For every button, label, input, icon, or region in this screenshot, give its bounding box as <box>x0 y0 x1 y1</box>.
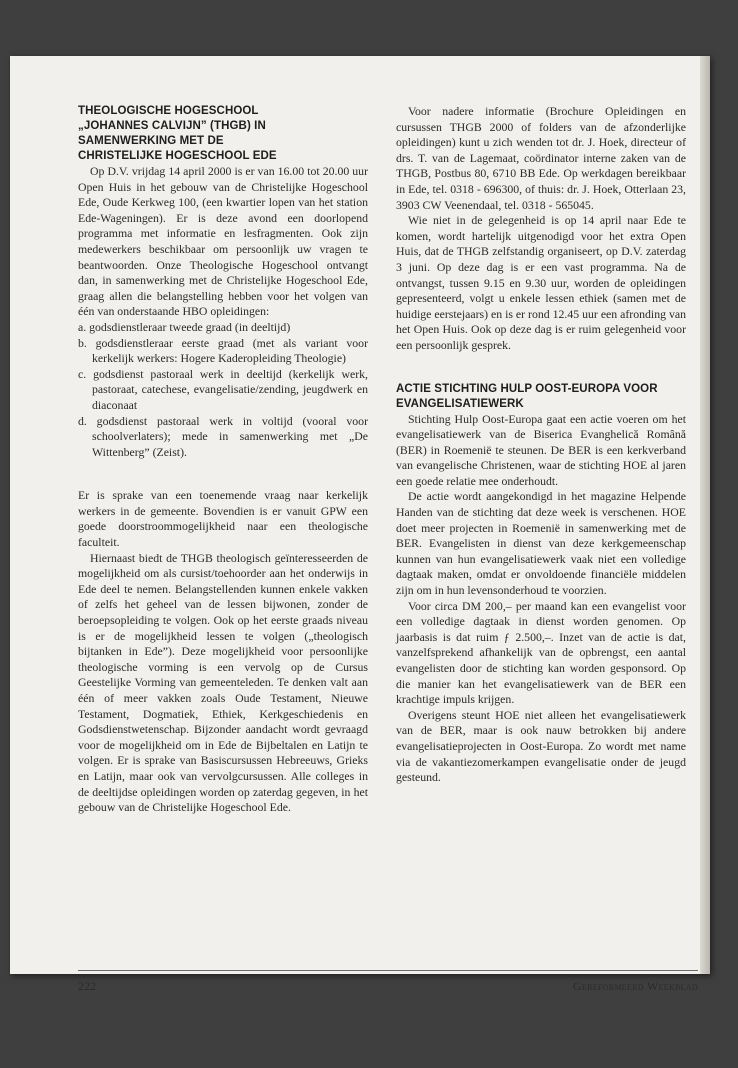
page-number: 222 <box>78 979 96 993</box>
page-spine <box>700 56 710 974</box>
list-item: c. godsdienst pastoraal werk in deeltijd (kerkelijk werk, pastoraat, catechese, evangelisatie/zending, jeugdwerk en diaconaat <box>78 366 368 412</box>
paragraph: Stichting Hulp Oost-Europa gaat een actie voeren om het evangelisatiewerk van de Biserica Evanghelică Română (BER) in Roemenië te steunen. De BER is een kerkverband van evangelische Christenen, waar de stichting HOE al jaren een goede relatie mee onderhoudt. <box>396 411 686 488</box>
list-item: d. godsdienst pastoraal werk in voltijd (vooral voor schoolverlaters); mede in samenwerking met „De Wittenberg” (Zeist). <box>78 413 368 459</box>
paragraph: Voor nadere informatie (Brochure Opleidingen en cursussen THGB 2000 of folders van de afzonderlijke opleidingen) kunt u zich wenden tot dr. J. Hoek, directeur of drs. T. van de Lagemaat, coördinator interne zaken van de THGB, Postbus 80, 6710 BB Ede. Op werkdagen bereikbaar in Ede, tel. 0318 - 696300, of thuis: dr. J. Hoek, Otterlaan 23, 3903 CW Veenendaal, tel. 0318 - 565045. <box>396 104 686 212</box>
heading-line: SAMENWERKING MET DE <box>78 135 224 147</box>
left-column <box>78 104 368 816</box>
heading-line: THEOLOGISCHE HOGESCHOOL <box>78 105 259 117</box>
paragraph: Wie niet in de gelegenheid is op 14 april naar Ede te komen, wordt hartelijk uitgenodigd voor het extra Open Huis, dat de THGB zelfstandig organiseert, op D.V. zaterdag 3 juni. Op deze dag is er een vast programma. Na de ontvangst, tussen 9.15 en 9.30 uur, worden de opleidingen gepresenteerd, volgt u enkele lessen ethiek (samen met de huidige eerstejaars) en is er rond 12.45 uur een afronding van het Open Huis. Ook op deze dag is er ruim gelegenheid voor een persoonlijk gesprek. <box>396 213 686 352</box>
publication-name: Gereformeerd Weekblad <box>572 979 698 993</box>
magazine-page <box>10 56 710 993</box>
intro-paragraph: Op D.V. vrijdag 14 april 2000 is er van 16.00 tot 20.00 uur Open Huis in het gebouw van de Christelijke Hogeschool Ede, Oude Kerkweg 100, (een kwartier lopen van het station Ede-Wageningen). Er is deze avond een doorlopend programma met informatie en lesfragmenten. Ook zijn medewerkers beschikbaar om persoonlijk uw vragen te beantwoorden. Onze Theologische Hogeschool ontvangt dan, in samenwerking met de Christelijke Hogeschool Ede, graag allen die belangstelling hebben voor het volgen van één van onderstaande HBO opleidingen: <box>78 164 368 319</box>
program-list <box>78 320 368 460</box>
article-heading-thgb <box>78 104 368 164</box>
article-heading-hoe <box>396 382 686 412</box>
heading-line: EVANGELISATIEWERK <box>396 397 524 410</box>
page-footer <box>78 970 698 994</box>
list-item: a. godsdienstleraar tweede graad (in deeltijd) <box>78 319 291 334</box>
heading-line: „JOHANNES CALVIJN” (THGB) IN <box>78 120 266 132</box>
paragraph: Voor circa DM 200,– per maand kan een evangelist voor een volledige dagtaak in dienst worden genomen. Op jaarbasis is dat ruim ƒ 2.500,–. Inzet van de actie is dat, vanzelfsprekend afhankelijk van de opbrengst, een aantal evangelisten door de stichting kan worden gesponsord. Op die manier kan het evangelisatiewerk van de BER een krachtige impuls krijgen. <box>396 598 686 707</box>
list-item: b. godsdienstleraar eerste graad (met als variant voor kerkelijk werkers: Hogere Kaderopleiding Theologie) <box>78 335 368 366</box>
paragraph: Hiernaast biedt de THGB theologisch geïnteresseerden de mogelijkheid om als cursist/toehoorder aan het onderwijs in Ede deel te nemen. Belangstellenden kunnen enkele vakken of zelfs het geheel van de lessen bijwonen, zonder de beroepsopleiding te volgen. Ook op het eerste graads niveau is er de mogelijkheid lessen te volgen („theologisch bijtanken in Ede”). Deze mogelijkheid voor persoonlijke theologische vorming is een vervolg op de Cursus Geestelijke Vorming van gemeenteleden. Te denken valt aan één of meer vakken zoals Oude Testament, Nieuwe Testament, Dogmatiek, Ethiek, Kerkgeschiedenis en Godsdienstwetenschap. Bijzonder aandacht wordt gevraagd voor de mogelijkheid om in Ede de Bijbeltalen en Latijn te volgen. Er is sprake van Basiscursussen Hebreeuws, Grieks en Latijn, maar ook van vervolgcursussen. Alle colleges in de deeltijdse opleidingen worden op zaterdag gegeven, in het gebouw van de Christelijke Hogeschool Ede. <box>78 550 368 815</box>
paragraph: Er is sprake van een toenemende vraag naar kerkelijk werkers in de gemeente. Bovendien is er vanuit GPW een goede doorstroommogelijkheid naar een theologische faculteit. <box>78 488 368 550</box>
heading-line: CHRISTELIJKE HOGESCHOOL EDE <box>78 150 277 162</box>
paragraph: Overigens steunt HOE niet alleen het evangelisatiewerk van de BER, maar is ook nauw betrokken bij andere evangelisatieprojecten in Oost-Europa. Zo wordt met name via de vakantiezomerkampen evangelisatie onder de jeugd gesteund. <box>396 707 686 785</box>
right-column <box>396 104 686 786</box>
heading-line: ACTIE STICHTING HULP OOST-EUROPA VOOR <box>396 382 658 395</box>
paragraph: De actie wordt aangekondigd in het magazine Helpende Handen van de stichting dat deze week is verschenen. HOE doet meer projecten in Roemenië in samenwerking met de BER. Evangelisten in dienst van deze kerkgemeenschap kunnen van hun evangelisatiewerk vaak niet een volledige dagtaak maken, omdat er onvoldoende financiële middelen zijn om in hun levensonderhoud te voorzien. <box>396 489 686 598</box>
